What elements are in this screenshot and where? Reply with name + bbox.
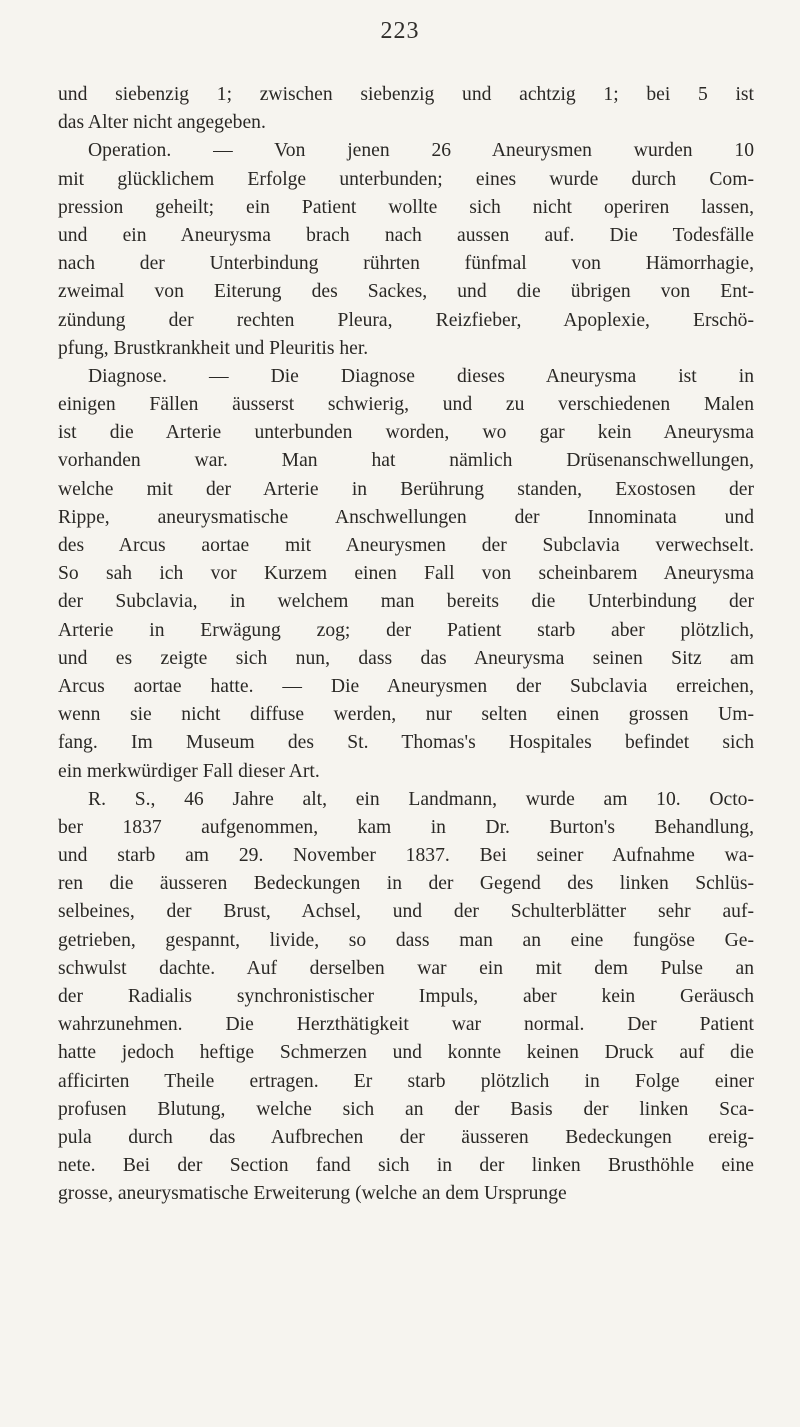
text-line: zündung der rechten Pleura, Reizfieber, Apoplexie, Erschö- [58,309,754,331]
text-line: welche mit der Arterie in Berührung standen, Exostosen der [58,478,754,500]
text-line: selbeines, der Brust, Achsel, und der Schulterblätter sehr auf- [58,901,754,923]
text-line: getrieben, gespannt, livide, so dass man an eine fungöse Ge- [58,929,754,951]
text-line: So sah ich vor Kurzem einen Fall von scheinbarem Aneurysma [58,563,754,585]
text-line: und es zeigte sich nun, dass das Aneurysma seinen Sitz am [58,647,754,669]
text-line: der Subclavia, in welchem man bereits die Unterbindung der [58,591,754,613]
text-line: der Radialis synchronistischer Impuls, aber kein Geräusch [58,986,754,1007]
text-line: afficirten Theile ertragen. Er starb plötzlich in Folge einer [58,1070,754,1092]
section-heading-diagnose: Diagnose. — Die Diagnose dieses Aneurysma ist in [88,365,754,387]
text-line: Rippe, aneurysmatische Anschwellungen der Innominata und [58,506,754,528]
text-line: einigen Fällen äusserst schwierig, und zu verschiedenen Malen [58,394,754,416]
text-line: zweimal von Eiterung des Sackes, und die übrigen von Ent- [58,281,754,303]
text-line: profusen Blutung, welche sich an der Basis der linken Sca- [58,1098,754,1120]
body-text [58,81,754,1209]
text-line: des Arcus aortae mit Aneurysmen der Subclavia verwechselt. [58,535,754,556]
text-line: und siebenzig 1; zwischen siebenzig und achtzig 1; bei 5 ist [58,84,754,105]
text-line: wahrzunehmen. Die Herzthätigkeit war normal. Der Patient [58,1014,754,1036]
text-line: nach der Unterbindung rührten fünfmal von Hämorrhagie, [58,253,754,275]
text-line: pula durch das Aufbrechen der äusseren Bedeckungen ereig- [58,1126,754,1148]
text-line: fang. Im Museum des St. Thomas's Hospitales befindet sich [58,732,754,754]
text-line: vorhanden war. Man hat nämlich Drüsenanschwellungen, [58,450,754,472]
text-line: schwulst dachte. Auf derselben war ein mit dem Pulse an [58,957,754,979]
text-line: grosse, aneurysmatische Erweiterung (welche an dem Ursprunge [58,1183,567,1205]
text-line: mit glücklichem Erfolge unterbunden; eines wurde durch Com- [58,168,754,190]
text-line: ber 1837 aufgenommen, kam in Dr. Burton's Behandlung, [58,816,754,838]
text-line: hatte jedoch heftige Schmerzen und konnte keinen Druck auf die [58,1042,754,1064]
text-line: und ein Aneurysma brach nach aussen auf. Die Todesfälle [58,224,754,246]
text-line: ren die äusseren Bedeckungen in der Gegend des linken Schlüs- [58,873,754,895]
text-line: und starb am 29. November 1837. Bei seiner Aufnahme wa- [58,845,754,867]
text-line: nete. Bei der Section fand sich in der linken Brusthöhle eine [58,1155,754,1177]
text-line: das Alter nicht angegeben. [58,112,266,134]
page-number: 223 [380,18,420,44]
text-line: ist die Arterie unterbunden worden, wo gar kein Aneurysma [58,422,754,444]
text-line: pfung, Brustkrankheit und Pleuritis her. [58,337,369,359]
text-line: Arcus aortae hatte. — Die Aneurysmen der Subclavia erreichen, [58,675,754,697]
section-heading-operation: Operation. — Von jenen 26 Aneurysmen wurden 10 [88,140,754,162]
text-line: Arterie in Erwägung zog; der Patient starb aber plötzlich, [58,619,754,641]
text-line: wenn sie nicht diffuse werden, nur selten einen grossen Um- [58,704,754,726]
case-report-line: R. S., 46 Jahre alt, ein Landmann, wurde am 10. Octo- [88,788,754,810]
text-line: pression geheilt; ein Patient wollte sich nicht operiren lassen, [58,196,754,218]
text-line: ein merkwürdiger Fall dieser Art. [58,760,320,782]
